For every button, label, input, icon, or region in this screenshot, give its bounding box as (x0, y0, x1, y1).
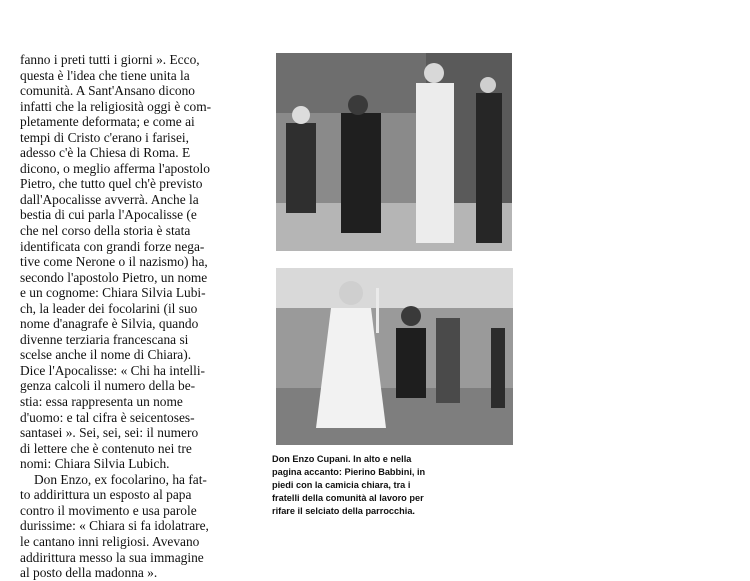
photo-priest-image (276, 268, 513, 445)
caption-line: pagina accanto: Pierino Babbini, in (272, 467, 426, 477)
article-line: d'uomo: e tal cifra è seicentoses- (20, 409, 195, 425)
article-line: durissime: « Chiara si fa idolatrare, (20, 518, 209, 534)
photo-priest (276, 268, 513, 445)
article-line: fanno i preti tutti i giorni ». Ecco, (20, 52, 200, 67)
article-line: pletamente deformata; e come ai (20, 114, 195, 130)
article-line: identificata con grandi forze nega- (20, 238, 205, 254)
caption-line: Don Enzo Cupani. In alto e nella (272, 454, 412, 464)
photo-caption (272, 453, 512, 518)
article-line: to addirittura un esposto al papa (20, 487, 192, 503)
article-line: dall'Apocalisse avverrà. Anche la (20, 191, 199, 207)
article-line: bestia di cui parla l'Apocalisse (e (20, 207, 197, 223)
article-line: Don Enzo, ex focolarino, ha fat- (34, 471, 207, 487)
article-text (20, 52, 260, 581)
article-line: ch, la leader dei focolarini (il suo (20, 300, 198, 316)
article-line: stia: essa rappresenta un nome (20, 394, 183, 410)
article-line: scelse anche il nome di Chiara). (20, 347, 192, 363)
article-line: infatti che la religiosità oggi è com- (20, 98, 212, 114)
caption-line: fratelli della comunità al lavoro per (272, 493, 424, 503)
article-line: Pietro, che tutto quel ch'è previsto (20, 176, 203, 192)
article-line: di lettere che è contenuto nei tre (20, 440, 192, 456)
article-line: tive come Nerone o il nazismo) ha, (20, 254, 208, 270)
article-line: santasei ». Sei, sei, sei: il numero (20, 425, 199, 441)
article-line: secondo l'apostolo Pietro, un nome (20, 269, 208, 285)
photo-workers-image (276, 53, 512, 251)
caption-line: piedi con la camicia chiara, tra i (272, 480, 411, 490)
photo-workers (276, 53, 512, 251)
article-line: che nel corso della storia è stata (20, 223, 191, 239)
article-line: adesso c'è la Chiesa di Roma. E (20, 145, 191, 161)
article-line: addirittura messo la sua immagine (20, 549, 204, 565)
article-line: dicono, o meglio afferma l'apostolo (20, 160, 210, 176)
article-line: nome d'anagrafe è Silvia, quando (20, 316, 199, 332)
article-line: genza calcoli il numero della be- (20, 378, 196, 394)
article-line: tempi di Cristo c'erano i farisei, (20, 129, 190, 145)
article-line: questa è l'idea che tiene unita la (20, 67, 190, 83)
article-line: al posto della madonna ». (20, 565, 158, 581)
article-line: contro il movimento e usa parole (20, 502, 197, 518)
article-line: comunità. A Sant'Ansano dicono (20, 83, 195, 99)
article-line: le cantano inni religiosi. Avevano (20, 533, 200, 549)
article-line: e un cognome: Chiara Silvia Lubi- (20, 285, 206, 301)
caption-line: rifare il selciato della parrocchia. (272, 506, 415, 516)
article-line: divenne terziaria francescana si (20, 331, 189, 347)
article-line: nomi: Chiara Silvia Lubich. (20, 456, 170, 472)
article-line: Dice l'Apocalisse: « Chi ha intelli- (20, 362, 206, 378)
